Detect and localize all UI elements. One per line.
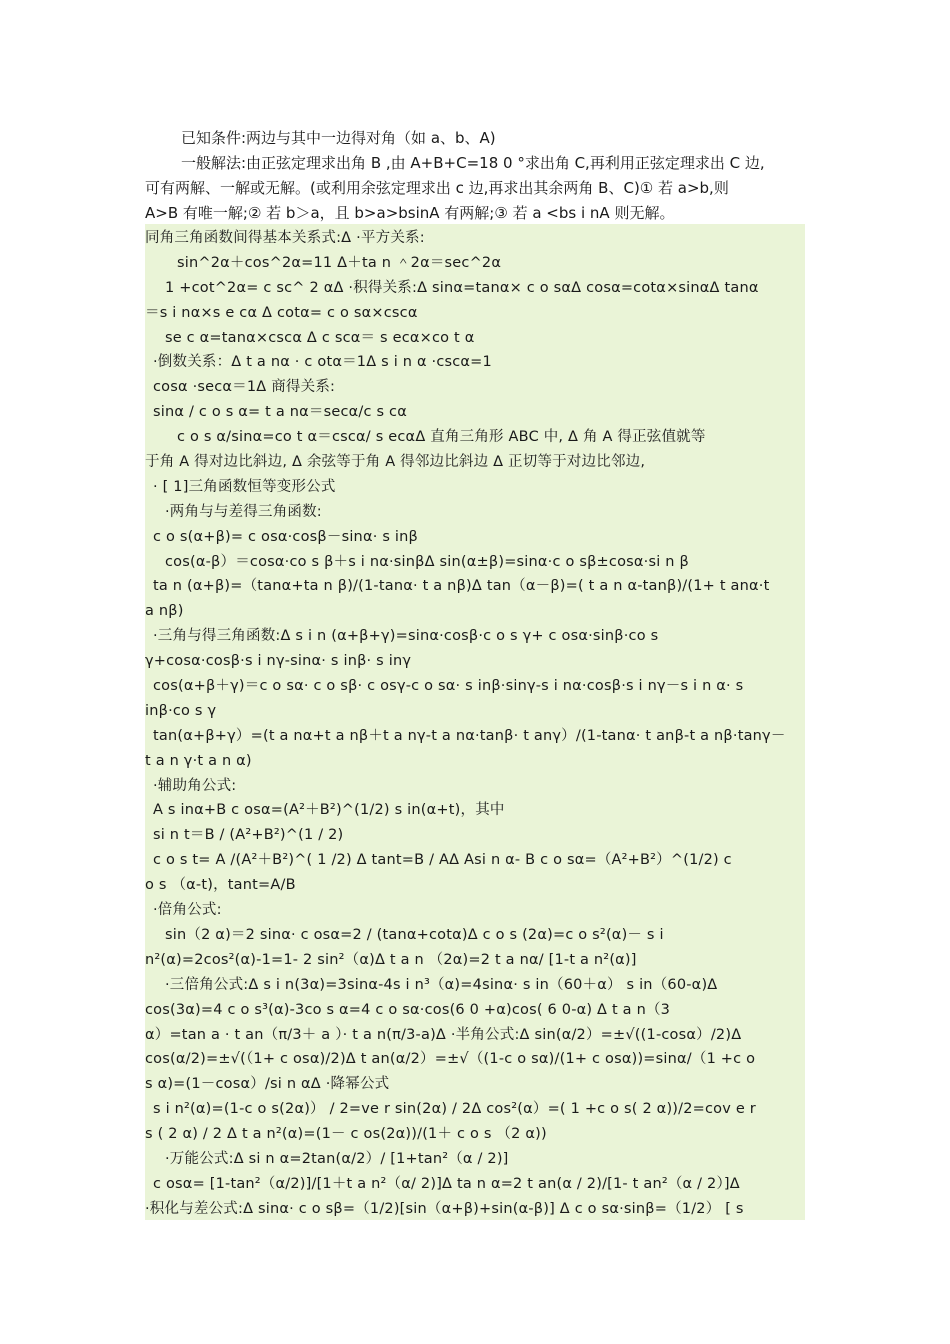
text-line: 于角 A 得对边比斜边, ᐃ 余弦等于角 A 得邻边比斜边 ᐃ 正切等于对边比邻边, bbox=[145, 454, 646, 471]
text-line: sin^2α＋cos^2α=11 ᐃ＋ta n ＾2α＝sec^2α bbox=[177, 254, 502, 271]
text-line: 同角三角函数间得基本关系式:ᐃ ·平方关系: bbox=[145, 230, 425, 246]
text-line: ·两角与与差得三角函数: bbox=[165, 503, 322, 520]
text-line: cos(α+β＋γ)＝c o sα· c o sβ· c osγ-c o sα· s inβ·sinγ-s i nα·cosβ·s i nγ－s i n α· s bbox=[153, 678, 744, 695]
text-line: sin（2 α)＝2 sinα· c osα=2 / (tanα+cotα)ᐃ c o s (2α)=c o s²(α)－ s i bbox=[165, 926, 664, 943]
text-line: ·三角与得三角函数:ᐃ s i n (α+β+γ)=sinα·cosβ·c o s γ+ c osα·sinβ·co s bbox=[153, 628, 659, 645]
text-line: si n t＝B / (A²+B²)^(1 / 2) bbox=[153, 827, 344, 844]
text-line: ta n (α+β)=（tanα+ta n β)/(1-tanα· t a nβ)ᐃ tan（α－β)=( t a n α-tanβ)/(1+ t anα·t bbox=[153, 578, 770, 595]
text-line: o s （α-t)，tant=A/B bbox=[145, 877, 296, 894]
text-line: c o s(α+β)= c osα·cosβ－sinα· s inβ bbox=[153, 528, 418, 545]
text-line: ＝s i nα×s e cα ᐃ cotα= c o sα×cscα bbox=[145, 304, 418, 321]
text-line: ·万能公式:ᐃ si n α=2tan(α/2）/ [1+tan²（α / 2)] bbox=[165, 1150, 509, 1167]
intro-section bbox=[145, 126, 810, 226]
text-line: cosα ·secα＝1ᐃ 商得关系: bbox=[153, 379, 336, 396]
text-line: ·积化与差公式:ᐃ sinα· c o sβ=（1/2)[sin（α+β)+sin(α-β)] ᐃ c o sα·sinβ=（1/2） [ s bbox=[145, 1200, 744, 1217]
text-line: inβ·co s γ bbox=[145, 702, 217, 719]
text-line: t a n γ·t a n α) bbox=[145, 752, 252, 769]
text-line: ·倒数关系：ᐃ t a nα · c otα＝1ᐃ s i n α ·cscα=1 bbox=[153, 354, 492, 371]
text-line: cos(α-β）＝cosα·co s β＋s i nα·sinβᐃ sin(α±β)=sinα·c o sβ±cosα·si n β bbox=[165, 553, 689, 570]
text-line: ·倍角公式: bbox=[153, 902, 222, 919]
text-line: c o s t= A /(A²＋B²)^( 1 /2) ᐃ tant=B / Aᐃ Asi n α- B c o sα=（A²+B²）^(1/2) c bbox=[153, 852, 732, 869]
intro-paragraph-known-conditions: 已知条件:两边与其中一边得对角（如 a、b、A) bbox=[181, 129, 496, 147]
text-line: γ+cosα·cosβ·s i nγ-sinα· s inβ· s inγ bbox=[145, 653, 412, 670]
text-line: ·三倍角公式:ᐃ s i n(3α)=3sinα-4s i n³（α)=4sinα· s in（60＋α） s in（60-α)ᐃ bbox=[165, 976, 718, 993]
text-line: cos(α/2)=±√(（1+ c osα)/2)ᐃ t an(α/2）=±√（(1-c o sα)/(1+ c osα))=sinα/（1 +c o bbox=[145, 1051, 756, 1068]
text-line: α）=tan a · t an（π/3＋ a ）· t a n(π/3-a)ᐃ ·半角公式:ᐃ sin(α/2）=±√((1-cosα）/2)ᐃ bbox=[145, 1026, 742, 1043]
text-line: cos(3α)=4 c o s³(α)-3co s α=4 c o sα·cos(6 0 +α)cos( 6 0-α) ᐃ t a n（3 bbox=[145, 1001, 671, 1018]
text-line: tan(α+β+γ）=(t a nα+t a nβ＋t a nγ-t a nα·tanβ· t anγ）/(1-tanα· t anβ-t a nβ·tanγ－ bbox=[153, 727, 786, 744]
text-line: c osα= [1-tan²（α/2)]/[1＋t a n²（α/ 2)]ᐃ ta n α=2 t an(α / 2)/[1- t an²（α / 2）]ᐃ bbox=[153, 1175, 740, 1192]
text-line: c o s α/sinα=co t α＝cscα/ s ecαᐃ 直角三角形 ABC 中, ᐃ 角 A 得正弦值就等 bbox=[177, 429, 706, 446]
text-line: s α)=(1－cosα）/si n αᐃ ·降幂公式 bbox=[145, 1076, 390, 1093]
text-line: a nβ) bbox=[145, 603, 184, 620]
text-line: n²(α)=2cos²(α)-1=1- 2 sin²（α)ᐃ t a n （2α)=2 t a nα/ [1-t a n²(α)] bbox=[145, 951, 637, 968]
text-line: s ( 2 α) / 2 ᐃ t a n²(α)=(1－ c os(2α))/(1＋ c o s （2 α)) bbox=[145, 1126, 547, 1143]
formula-section bbox=[145, 226, 807, 1222]
text-line: 1 +cot^2α= c sc^ 2 αᐃ ·积得关系:ᐃ sinα=tanα× c o sαᐃ cosα=cotα×sinαᐃ tanα bbox=[165, 279, 759, 296]
text-line: se c α=tanα×cscα ᐃ c scα＝ s ecα×co t α bbox=[165, 329, 475, 346]
text-line: · [ 1]三角函数恒等变形公式 bbox=[153, 478, 336, 495]
text-line: sinα / c o s α= t a nα＝secα/c s cα bbox=[153, 404, 407, 421]
text-line: ·辅助角公式: bbox=[153, 777, 237, 794]
text-line: A s inα+B c osα=(A²＋B²)^(1/2) s in(α+t)，其中 bbox=[153, 802, 505, 819]
intro-paragraph-method-line-1: 一般解法:由正弦定理求出角 B ,由 A+B+C=18 0 °求出角 C,再利用正弦定理求出 C 边, bbox=[181, 154, 765, 172]
intro-paragraph-method-line-2: 可有两解、一解或无解。(或利用余弦定理求出 c 边,再求出其余两角 B、C)① 若 a>b,则 bbox=[145, 179, 729, 197]
text-line: s i n²(α)=(1-c o s(2α)） / 2=ve r sin(2α) / 2ᐃ cos²(α）=( 1 +c o s( 2 α))/2=cov e r bbox=[153, 1101, 756, 1118]
intro-paragraph-method-line-3: A>B 有唯一解;② 若 b＞a，且 b>a>bsinA 有两解;③ 若 a <bs i nA 则无解。 bbox=[145, 204, 675, 222]
